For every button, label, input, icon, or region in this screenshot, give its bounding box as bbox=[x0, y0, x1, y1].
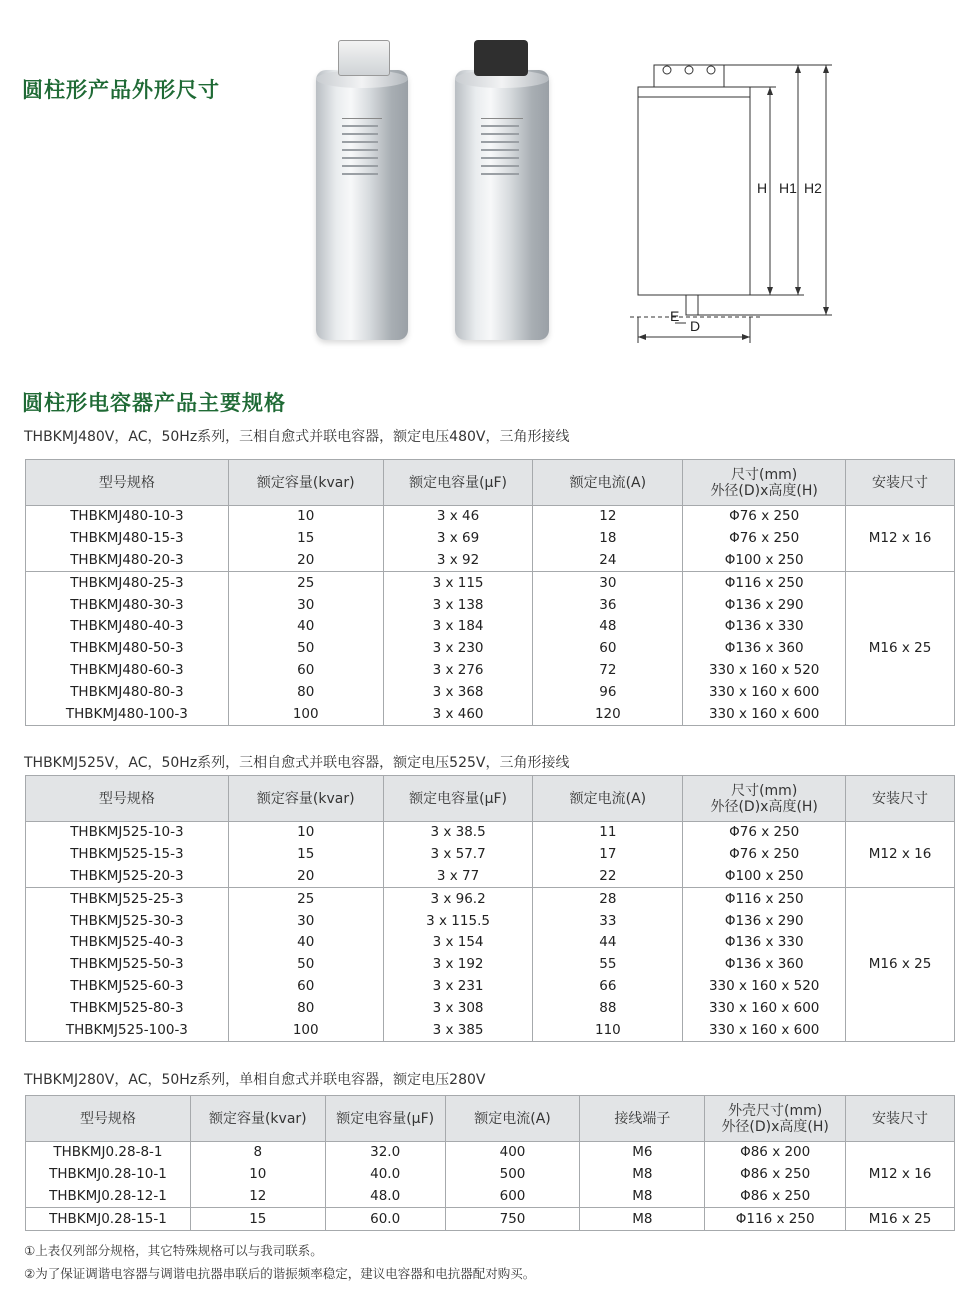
table-row bbox=[26, 954, 955, 976]
table-cell: 60 bbox=[228, 660, 383, 682]
header-size-line2: 外径(D)x高度(H) bbox=[710, 482, 818, 499]
capacitor-photo-clear-terminal bbox=[316, 70, 408, 340]
table-cell: 100 bbox=[228, 703, 383, 725]
table-cell: 15 bbox=[190, 1208, 325, 1231]
header-size-line2: 外径(D)x高度(H) bbox=[710, 798, 818, 815]
header-size bbox=[683, 776, 846, 822]
mount-size-cell: M16 x 25 bbox=[846, 888, 955, 1042]
header-current: 额定电流(A) bbox=[533, 776, 683, 822]
table-cell: 17 bbox=[533, 844, 683, 866]
table-cell: Φ116 x 250 bbox=[705, 1208, 846, 1231]
table-cell: 20 bbox=[228, 550, 383, 572]
dim-label-d: D bbox=[690, 318, 701, 334]
table-cell: 10 bbox=[228, 822, 383, 844]
header-capacity: 额定容量(kvar) bbox=[228, 460, 383, 506]
table-cell: 50 bbox=[228, 638, 383, 660]
table-cell: 8 bbox=[190, 1142, 325, 1164]
header-capacitance: 额定电容量(μF) bbox=[383, 776, 533, 822]
header-size-line1: 尺寸(mm) bbox=[731, 466, 798, 483]
mount-size-cell: M16 x 25 bbox=[846, 1208, 955, 1231]
table-cell: 3 x 138 bbox=[383, 594, 533, 616]
table-cell: 30 bbox=[228, 910, 383, 932]
table-cell: 28 bbox=[533, 888, 683, 910]
table-cell: 3 x 192 bbox=[383, 954, 533, 976]
header-size bbox=[683, 460, 846, 506]
table-cell: THBKMJ480-40-3 bbox=[26, 616, 229, 638]
table-row bbox=[26, 844, 955, 866]
header-capacity: 额定容量(kvar) bbox=[228, 776, 383, 822]
spec-table-480v bbox=[25, 459, 955, 726]
table-cell: 3 x 460 bbox=[383, 703, 533, 725]
header-model: 型号规格 bbox=[26, 460, 229, 506]
table-row bbox=[26, 822, 955, 844]
table-cell: M6 bbox=[580, 1142, 705, 1164]
table-cell: 3 x 230 bbox=[383, 638, 533, 660]
table-cell: Φ76 x 250 bbox=[683, 844, 846, 866]
table-cell: 3 x 231 bbox=[383, 976, 533, 998]
table-cell: 330 x 160 x 600 bbox=[683, 703, 846, 725]
table-cell: 10 bbox=[228, 506, 383, 528]
table-row bbox=[26, 681, 955, 703]
table-cell: 48 bbox=[533, 616, 683, 638]
table-cell: THBKMJ480-100-3 bbox=[26, 703, 229, 725]
table-cell: 3 x 77 bbox=[383, 866, 533, 888]
capacitor-photo-black-terminal bbox=[455, 70, 549, 340]
header-size bbox=[705, 1096, 846, 1142]
table-cell: 3 x 115 bbox=[383, 572, 533, 594]
table-cell: THBKMJ0.28-10-1 bbox=[26, 1164, 191, 1186]
dim-label-h2: H2 bbox=[804, 180, 822, 196]
table-row bbox=[26, 594, 955, 616]
table-row bbox=[26, 638, 955, 660]
table-cell: 3 x 46 bbox=[383, 506, 533, 528]
table-cell: 330 x 160 x 520 bbox=[683, 976, 846, 998]
header-mount: 安装尺寸 bbox=[846, 776, 955, 822]
table-cell: 3 x 308 bbox=[383, 997, 533, 1019]
table-cell: 60 bbox=[533, 638, 683, 660]
table-cell: 3 x 184 bbox=[383, 616, 533, 638]
table-cell: 330 x 160 x 600 bbox=[683, 997, 846, 1019]
table-cell: 10 bbox=[190, 1164, 325, 1186]
table-cell: THBKMJ525-60-3 bbox=[26, 976, 229, 998]
dim-label-e: E bbox=[670, 308, 680, 324]
mount-size-cell: M12 x 16 bbox=[846, 822, 955, 888]
table-row bbox=[26, 910, 955, 932]
mount-size-cell: M16 x 25 bbox=[846, 572, 955, 726]
mount-size-cell: M12 x 16 bbox=[846, 506, 955, 572]
table-row bbox=[26, 976, 955, 998]
table-cell: THBKMJ525-10-3 bbox=[26, 822, 229, 844]
specs-title: 圆柱形电容器产品主要规格 bbox=[22, 391, 286, 415]
table-cell: THBKMJ525-15-3 bbox=[26, 844, 229, 866]
mount-size-cell: M12 x 16 bbox=[846, 1142, 955, 1208]
dimensions-title: 圆柱形产品外形尺寸 bbox=[22, 78, 220, 102]
table-cell: 96 bbox=[533, 681, 683, 703]
table-cell: 32.0 bbox=[325, 1142, 445, 1164]
table-cell: 3 x 115.5 bbox=[383, 910, 533, 932]
table-cell: THBKMJ525-80-3 bbox=[26, 997, 229, 1019]
table3-caption: THBKMJ280V，AC，50Hz系列，单相自愈式并联电容器，额定电压280V bbox=[24, 1072, 486, 1088]
table-cell: 66 bbox=[533, 976, 683, 998]
table-row bbox=[26, 1019, 955, 1041]
table-cell: 500 bbox=[445, 1164, 580, 1186]
table1-caption: THBKMJ480V，AC，50Hz系列，三相自愈式并联电容器，额定电压480V，三角形接线 bbox=[24, 429, 570, 445]
table-cell: Φ86 x 200 bbox=[705, 1142, 846, 1164]
spec-table-280v bbox=[25, 1095, 955, 1231]
table-row bbox=[26, 660, 955, 682]
table-cell: M8 bbox=[580, 1186, 705, 1208]
table-cell: 400 bbox=[445, 1142, 580, 1164]
header-size-line2: 外径(D)x高度(H) bbox=[721, 1118, 829, 1135]
note-1: ①上表仅列部分规格，其它特殊规格可以与我司联系。 bbox=[24, 1243, 323, 1258]
table-cell: 80 bbox=[228, 681, 383, 703]
table-cell: 330 x 160 x 520 bbox=[683, 660, 846, 682]
table-cell: THBKMJ480-15-3 bbox=[26, 528, 229, 550]
table-cell: THBKMJ480-80-3 bbox=[26, 681, 229, 703]
table-row bbox=[26, 932, 955, 954]
table-cell: Φ76 x 250 bbox=[683, 822, 846, 844]
table-cell: 330 x 160 x 600 bbox=[683, 1019, 846, 1041]
header-capacitance: 额定电容量(μF) bbox=[383, 460, 533, 506]
table-cell: Φ136 x 360 bbox=[683, 954, 846, 976]
table-cell: THBKMJ480-10-3 bbox=[26, 506, 229, 528]
black-terminal-block bbox=[474, 40, 528, 76]
table-cell: 40 bbox=[228, 616, 383, 638]
table-cell: Φ116 x 250 bbox=[683, 572, 846, 594]
table-cell: THBKMJ480-25-3 bbox=[26, 572, 229, 594]
table-cell: Φ76 x 250 bbox=[683, 506, 846, 528]
table-cell: Φ100 x 250 bbox=[683, 866, 846, 888]
dimension-diagram bbox=[630, 55, 860, 347]
table-cell: 20 bbox=[228, 866, 383, 888]
table-cell: 110 bbox=[533, 1019, 683, 1041]
table-cell: 18 bbox=[533, 528, 683, 550]
table-cell: Φ136 x 290 bbox=[683, 594, 846, 616]
clear-terminal-block bbox=[338, 40, 390, 76]
table-cell: 100 bbox=[228, 1019, 383, 1041]
note-2: ②为了保证调谐电容器与调谐电抗器串联后的谐振频率稳定，建议电容器和电抗器配对购买。 bbox=[24, 1266, 536, 1281]
header-model: 型号规格 bbox=[26, 1096, 191, 1142]
table-cell: Φ116 x 250 bbox=[683, 888, 846, 910]
table-row bbox=[26, 506, 955, 528]
table-cell: 40 bbox=[228, 932, 383, 954]
table-cell: 80 bbox=[228, 997, 383, 1019]
table-cell: M8 bbox=[580, 1164, 705, 1186]
table-cell: M8 bbox=[580, 1208, 705, 1231]
table-cell: THBKMJ0.28-12-1 bbox=[26, 1186, 191, 1208]
table-cell: 3 x 385 bbox=[383, 1019, 533, 1041]
table-cell: THBKMJ0.28-8-1 bbox=[26, 1142, 191, 1164]
table-cell: 11 bbox=[533, 822, 683, 844]
table-cell: 3 x 154 bbox=[383, 932, 533, 954]
table-row bbox=[26, 528, 955, 550]
table-cell: 30 bbox=[533, 572, 683, 594]
table-cell: THBKMJ480-30-3 bbox=[26, 594, 229, 616]
table-cell: 22 bbox=[533, 866, 683, 888]
spec-table-525v bbox=[25, 775, 955, 1042]
table-cell: 24 bbox=[533, 550, 683, 572]
header-size-line1: 尺寸(mm) bbox=[731, 782, 798, 799]
header-size-line1: 外壳尺寸(mm) bbox=[728, 1102, 823, 1119]
table-cell: 3 x 38.5 bbox=[383, 822, 533, 844]
table-cell: Φ100 x 250 bbox=[683, 550, 846, 572]
table-cell: Φ136 x 330 bbox=[683, 932, 846, 954]
header-terminal: 接线端子 bbox=[580, 1096, 705, 1142]
table-cell: THBKMJ525-20-3 bbox=[26, 866, 229, 888]
table-cell: 36 bbox=[533, 594, 683, 616]
table-cell: 60 bbox=[228, 976, 383, 998]
table-cell: 3 x 368 bbox=[383, 681, 533, 703]
table-row bbox=[26, 616, 955, 638]
header-mount: 安装尺寸 bbox=[846, 1096, 955, 1142]
table-cell: Φ136 x 290 bbox=[683, 910, 846, 932]
table-cell: Φ76 x 250 bbox=[683, 528, 846, 550]
table-cell: 33 bbox=[533, 910, 683, 932]
table-cell: 60.0 bbox=[325, 1208, 445, 1231]
header-current: 额定电流(A) bbox=[533, 460, 683, 506]
table-cell: THBKMJ525-50-3 bbox=[26, 954, 229, 976]
table-cell: 3 x 69 bbox=[383, 528, 533, 550]
table-cell: THBKMJ525-40-3 bbox=[26, 932, 229, 954]
table-row bbox=[26, 572, 955, 594]
table-row bbox=[26, 703, 955, 725]
header-model: 型号规格 bbox=[26, 776, 229, 822]
table-row bbox=[26, 888, 955, 910]
table-row bbox=[26, 1208, 955, 1231]
table-cell: 88 bbox=[533, 997, 683, 1019]
table-cell: 3 x 92 bbox=[383, 550, 533, 572]
header-current: 额定电流(A) bbox=[445, 1096, 580, 1142]
table-cell: 600 bbox=[445, 1186, 580, 1208]
table-cell: 3 x 276 bbox=[383, 660, 533, 682]
table-cell: 72 bbox=[533, 660, 683, 682]
header-mount: 安装尺寸 bbox=[846, 460, 955, 506]
table-cell: 330 x 160 x 600 bbox=[683, 681, 846, 703]
table-cell: 12 bbox=[533, 506, 683, 528]
table-row bbox=[26, 550, 955, 572]
table-cell: Φ136 x 360 bbox=[683, 638, 846, 660]
table-cell: 44 bbox=[533, 932, 683, 954]
dim-label-h: H bbox=[757, 180, 768, 196]
table-row bbox=[26, 997, 955, 1019]
table-cell: Φ86 x 250 bbox=[705, 1164, 846, 1186]
table-cell: 25 bbox=[228, 572, 383, 594]
table-cell: THBKMJ480-20-3 bbox=[26, 550, 229, 572]
table-cell: 50 bbox=[228, 954, 383, 976]
header-capacity: 额定容量(kvar) bbox=[190, 1096, 325, 1142]
table-cell: 15 bbox=[228, 528, 383, 550]
table-cell: 40.0 bbox=[325, 1164, 445, 1186]
table-cell: 120 bbox=[533, 703, 683, 725]
table-cell: Φ136 x 330 bbox=[683, 616, 846, 638]
table-cell: THBKMJ525-30-3 bbox=[26, 910, 229, 932]
table2-caption: THBKMJ525V，AC，50Hz系列，三相自愈式并联电容器，额定电压525V，三角形接线 bbox=[24, 755, 570, 771]
table-cell: Φ86 x 250 bbox=[705, 1186, 846, 1208]
table-cell: 30 bbox=[228, 594, 383, 616]
table-row bbox=[26, 1186, 955, 1208]
table-cell: THBKMJ480-60-3 bbox=[26, 660, 229, 682]
table-cell: 15 bbox=[228, 844, 383, 866]
table-cell: 48.0 bbox=[325, 1186, 445, 1208]
header-capacitance: 额定电容量(μF) bbox=[325, 1096, 445, 1142]
table-row bbox=[26, 866, 955, 888]
table-cell: 750 bbox=[445, 1208, 580, 1231]
table-cell: THBKMJ0.28-15-1 bbox=[26, 1208, 191, 1231]
table-cell: 3 x 57.7 bbox=[383, 844, 533, 866]
table-cell: 55 bbox=[533, 954, 683, 976]
table-row bbox=[26, 1164, 955, 1186]
table-cell: 12 bbox=[190, 1186, 325, 1208]
table-cell: THBKMJ480-50-3 bbox=[26, 638, 229, 660]
table-cell: 25 bbox=[228, 888, 383, 910]
table-cell: 3 x 96.2 bbox=[383, 888, 533, 910]
table-cell: THBKMJ525-25-3 bbox=[26, 888, 229, 910]
table-row bbox=[26, 1142, 955, 1164]
dim-label-h1: H1 bbox=[779, 180, 797, 196]
table-cell: THBKMJ525-100-3 bbox=[26, 1019, 229, 1041]
